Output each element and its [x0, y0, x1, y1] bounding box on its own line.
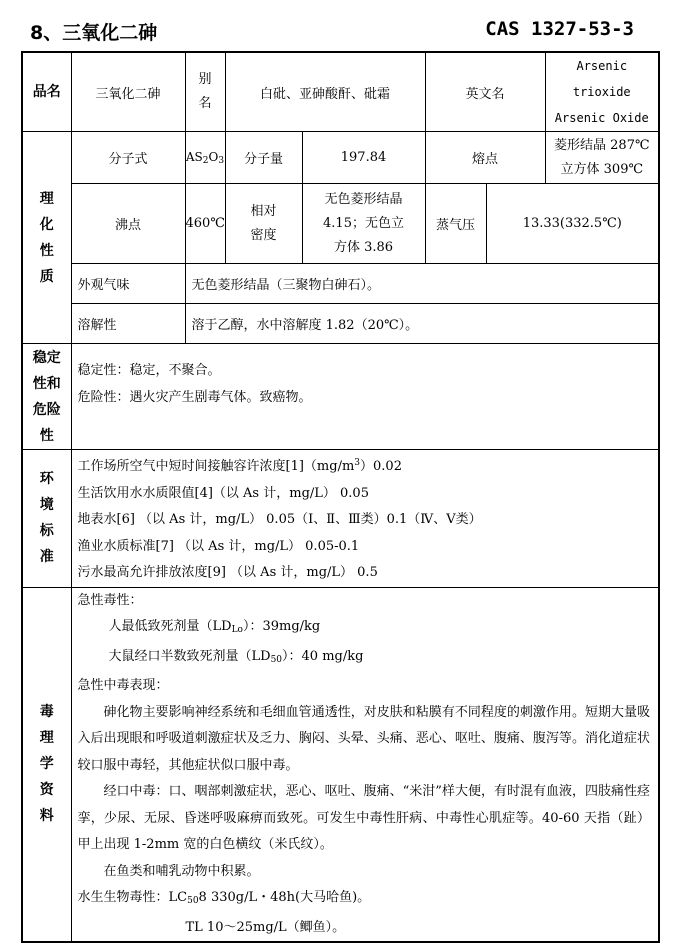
stability-section-label: 稳定 性和 危险 性 — [22, 344, 71, 450]
formula-value: $AS_2O_3$ — [185, 132, 225, 184]
density-value: 无色菱形结晶 4.15；无色立 方体 3.86 — [302, 184, 425, 264]
page-title: 8、三氧化二砷 — [30, 22, 158, 44]
name-label: 品名 — [22, 52, 71, 132]
formula-row — [22, 132, 659, 184]
melting-point-label: 熔点 — [425, 132, 545, 184]
vapor-pressure-value: 13.33(332.5℃) — [486, 184, 659, 264]
environment-text — [71, 450, 659, 588]
name-row — [22, 52, 659, 132]
english-name-value: Arsenic trioxide Arsenic Oxide — [545, 52, 659, 132]
environment-row — [22, 450, 659, 588]
environment-line: 工作场所空气中短时间接触容许浓度$[1](mg/m^3)0.02$ — [77, 458, 402, 474]
boiling-point-value: 460℃ — [185, 184, 225, 264]
molecular-weight-label: 分子量 — [225, 132, 302, 184]
alias-value: 白砒、亚砷酸酐、砒霜 — [225, 52, 425, 132]
solubility-row — [22, 304, 659, 344]
appearance-row — [22, 264, 659, 304]
solubility-label: 溶解性 — [71, 304, 185, 344]
environment-line: 污水最高允许排放浓度[9] （以 As 计，mg/L） 0.5 — [77, 565, 378, 580]
environment-line: 地表水[6] （以 As 计，mg/L） 0.05（Ⅰ、Ⅱ、Ⅲ类）0.1（Ⅳ、Ⅴ类） — [77, 512, 482, 527]
acute-toxicity-heading: 急性毒性： — [77, 592, 143, 608]
chemical-info-table — [21, 51, 660, 943]
environment-line: 生活饮用水水质限值[4]（以 As 计，mg/L） 0.05 — [77, 485, 369, 501]
toxicology-row — [22, 587, 659, 942]
physchem-section-label: 理 化 性 质 — [22, 132, 71, 344]
molecular-weight-value: 197.84 — [302, 132, 425, 184]
appearance-value: 无色菱形结晶（三聚物白砷石）。 — [185, 264, 659, 304]
boiling-point-row — [22, 184, 659, 264]
stability-row — [22, 344, 659, 450]
toxicology-text — [71, 587, 659, 942]
stability-text: 稳定性：稳定，不聚合。 危险性：遇火灾产生剧毒气体。致癌物。 — [71, 344, 659, 450]
solubility-value: 溶于乙醇，水中溶解度 1.82（20℃）。 — [185, 304, 659, 344]
acute-poisoning-heading: 急性中毒表现： — [77, 678, 169, 693]
formula-label: 分子式 — [71, 132, 185, 184]
melting-point-value: 菱形结晶 287℃ 立方体 309℃ — [545, 132, 659, 184]
toxicology-section-label: 毒 理 学 资 料 — [22, 587, 71, 942]
boiling-point-label: 沸点 — [71, 184, 185, 264]
density-label: 相对 密度 — [225, 184, 302, 264]
environment-section-label: 环 境 标 准 — [22, 450, 71, 588]
poisoning-paragraph: 砷化物主要影响神经系统和毛细血管通透性，对皮肤和粘膜有不同程度的刺激作用。短期大量吸入后出现眼和呼吸道刺激症状及乏力、胸闷、头晕、头痛、恶心、呕吐、腹痛、腹泻等。消化道症状较口服中毒轻，其他症状似口服中毒。 — [77, 704, 651, 773]
oral-poisoning-paragraph: 经口中毒：口、咽部刺激症状，恶心、呕吐、腹痛、“米泔”样大便，有时混有血液，四肢痛性痉挛，少尿、无尿、昏迷呼吸麻痹而致死。可发生中毒性肝病、中毒性心肌症等。40-60 天指（趾）甲上出现 1-2mm 宽的白色横纹（米氏纹）。 — [77, 784, 651, 852]
name-value: 三氧化二砷 — [71, 52, 185, 132]
vapor-pressure-label: 蒸气压 — [425, 184, 486, 264]
english-name-label: 英文名 — [425, 52, 545, 132]
appearance-label: 外观气味 — [71, 264, 185, 304]
alias-label: 别 名 — [185, 52, 225, 132]
cas-number: CAS 1327-53-3 — [485, 18, 634, 40]
ld50-line: 大鼠经口半数致死剂量$(LD_{50})$：40 mg/kg — [108, 648, 364, 665]
environment-line: 渔业水质标准[7] （以 As 计，mg/L） 0.05-0.1 — [77, 538, 360, 554]
aquatic-tl-line: TL 10～25mg/L（鲫鱼）。 — [185, 919, 346, 935]
ldlo-line: 人最低致死剂量$(LD_{Lo})$：39mg/kg — [108, 619, 321, 635]
aquatic-toxicity-line: 水生生物毒性：$LC_{50}8$ 330g/L・48h(大马哈鱼)。 — [77, 890, 371, 906]
bioaccumulation-paragraph: 在鱼类和哺乳动物中积累。 — [103, 863, 260, 879]
